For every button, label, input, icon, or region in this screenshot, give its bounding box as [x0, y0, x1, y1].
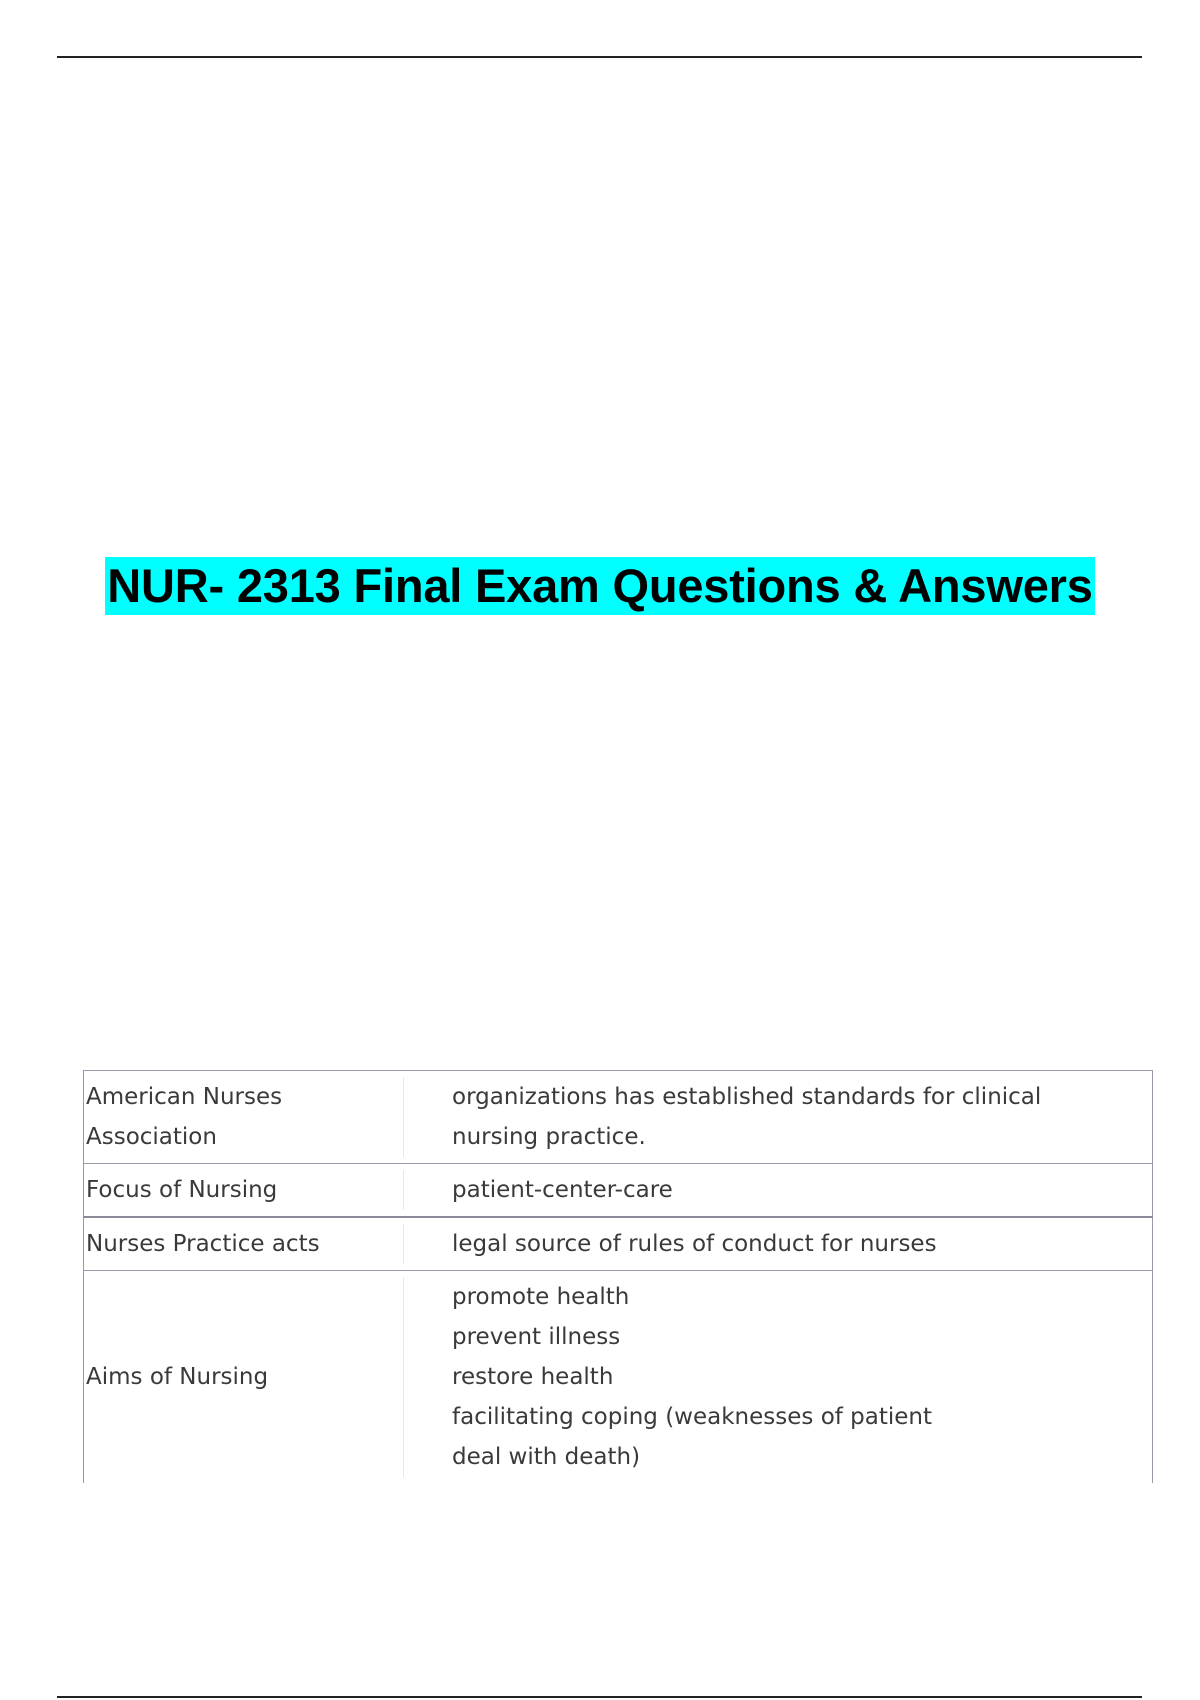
- term-cell: [84, 1164, 405, 1218]
- definition-text: promote health: [452, 1284, 630, 1310]
- term-text: Association: [86, 1124, 217, 1150]
- table-row: [84, 1164, 1153, 1218]
- definition-text: prevent illness: [452, 1324, 621, 1350]
- definition-cell: [404, 1071, 1153, 1164]
- table-row: [84, 1217, 1153, 1271]
- definition-text: deal with death): [452, 1444, 641, 1470]
- definition-text: patient-center-care: [452, 1177, 673, 1203]
- term-text: Focus of Nursing: [86, 1177, 278, 1203]
- definition-text: nursing practice.: [452, 1124, 646, 1150]
- term-text: Nurses Practice acts: [86, 1231, 320, 1257]
- definition-text: organizations has established standards for clinical: [452, 1084, 1042, 1110]
- definition-cell: [404, 1164, 1153, 1218]
- table-row: [84, 1271, 1153, 1484]
- definition-text: restore health: [452, 1364, 614, 1390]
- definition-cell: [404, 1217, 1153, 1271]
- term-text: Aims of Nursing: [86, 1364, 269, 1390]
- title-block: [0, 557, 1200, 615]
- document-title: NUR- 2313 Final Exam Questions & Answers: [105, 557, 1094, 615]
- qa-table: [83, 1070, 1153, 1483]
- term-cell: [84, 1217, 405, 1271]
- term-cell: [84, 1271, 405, 1484]
- definition-cell: [404, 1271, 1153, 1484]
- header-rule: [57, 56, 1142, 58]
- term-text: American Nurses: [86, 1084, 283, 1110]
- definition-text: facilitating coping (weaknesses of patient: [452, 1404, 933, 1430]
- definition-text: legal source of rules of conduct for nurses: [452, 1231, 937, 1257]
- term-cell: [84, 1071, 405, 1164]
- table-row: [84, 1071, 1153, 1164]
- footer-rule: [57, 1696, 1142, 1698]
